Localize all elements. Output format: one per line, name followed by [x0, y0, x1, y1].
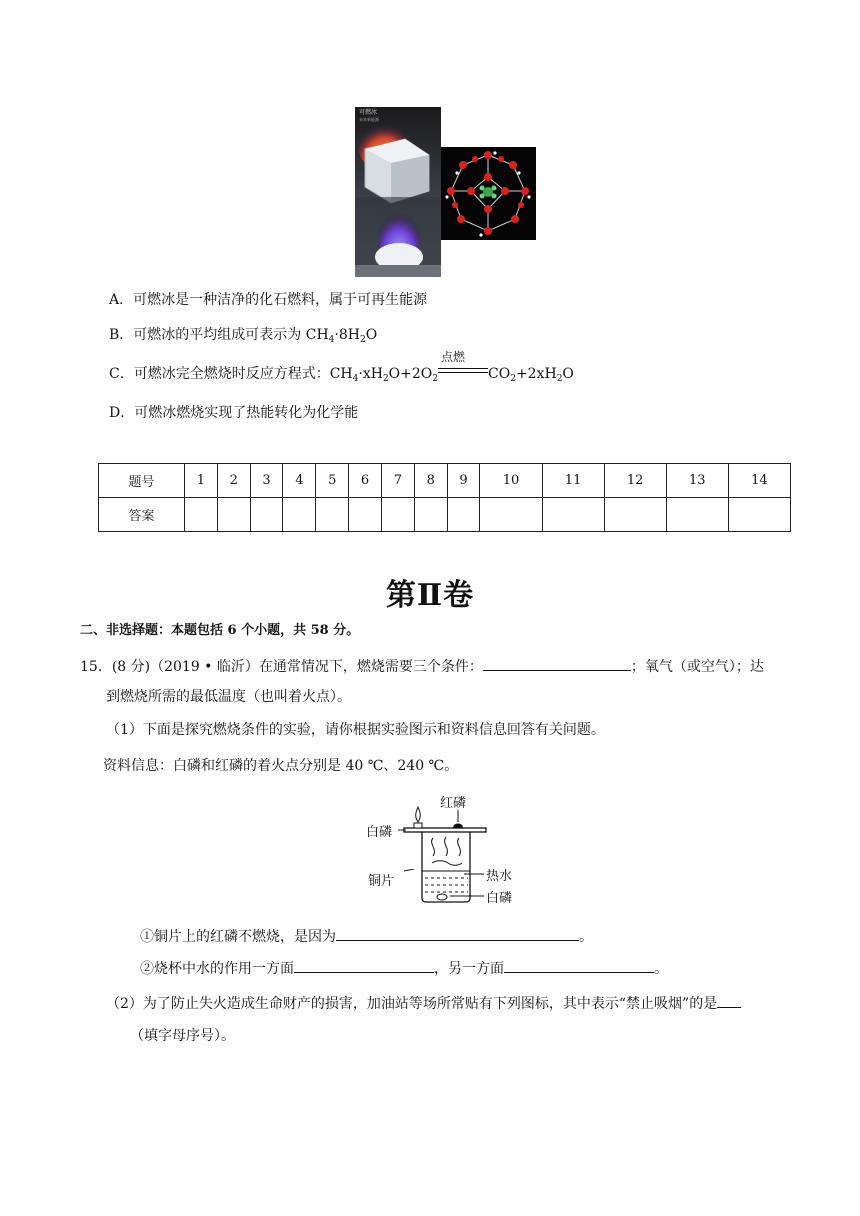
answer-cell[interactable] — [349, 498, 382, 532]
option-c-sub2: 2 — [382, 374, 389, 384]
question-number: 8 — [414, 464, 447, 498]
option-b-end: O — [365, 327, 378, 343]
q15-question2-text: ②烧杯中水的作用一方面 — [140, 961, 294, 977]
option-c-sub1: 4 — [352, 374, 359, 384]
molecular-cage-model — [441, 147, 536, 240]
q15-info: 资料信息：白磷和红磷的着火点分别是 40 ℃、240 ℃。 — [103, 758, 459, 774]
option-b-mid: ·8H — [334, 327, 360, 343]
answer-cell[interactable] — [217, 498, 250, 532]
option-b-sub2: 2 — [359, 335, 366, 345]
question-number: 4 — [283, 464, 316, 498]
question-number: 14 — [728, 464, 790, 498]
label-hot-water: 热水 — [486, 869, 513, 884]
q15-question1 — [140, 926, 593, 947]
option-c-mid2: O+2O — [388, 366, 433, 382]
q15-question1-end: 。 — [579, 929, 593, 945]
svg-text:未来新能源: 未来新能源 — [359, 117, 379, 122]
section-heading: 二、非选择题：本题包括 6 个小题，共 58 分。 — [80, 623, 360, 638]
option-b — [109, 325, 377, 345]
answer-cell[interactable] — [447, 498, 480, 532]
option-b-prefix: B．可燃冰的平均组成可表示为 CH — [109, 327, 329, 343]
answer-cell[interactable] — [666, 498, 728, 532]
question-number: 5 — [316, 464, 349, 498]
reaction-condition: 点燃 — [441, 350, 466, 364]
question-number: 3 — [250, 464, 283, 498]
q15-blank-condition[interactable] — [483, 656, 631, 671]
answer-cell[interactable] — [604, 498, 666, 532]
flame-ice-photo — [355, 107, 441, 277]
question-number: 6 — [349, 464, 382, 498]
answer-cell[interactable] — [381, 498, 414, 532]
q15-question2-end: 。 — [654, 961, 668, 977]
option-c-sub5: 2 — [556, 374, 563, 384]
question-number: 11 — [542, 464, 604, 498]
q15-blank-water-role-2[interactable] — [504, 958, 654, 973]
question-number: 1 — [185, 464, 218, 498]
option-c-prefix: C．可燃冰完全燃烧时反应方程式：CH — [109, 366, 353, 382]
option-d: D．可燃冰燃烧实现了热能转化为化学能 — [109, 405, 359, 421]
q15-blank-water-role-1[interactable] — [294, 958, 434, 973]
combustion-apparatus-figure — [360, 790, 530, 908]
question-number: 2 — [217, 464, 250, 498]
q15-sub2-text: （2）为了防止失火造成生命财产的损害，加油站等场所常贴有下列图标，其中表示“禁止吸烟”的是 — [106, 996, 718, 1012]
section-title: 第Ⅱ卷 — [385, 578, 475, 613]
option-c-sub4: 2 — [510, 374, 516, 384]
option-a: A．可燃冰是一种洁净的化石燃料，属于可再生能源 — [109, 292, 428, 308]
answer-cell[interactable] — [316, 498, 349, 532]
answer-cell[interactable] — [250, 498, 283, 532]
svg-text:可燃冰: 可燃冰 — [359, 109, 378, 116]
answer-table-answer-row — [99, 498, 791, 532]
answer-cell[interactable] — [480, 498, 542, 532]
q15-question1-text: ①铜片上的红磷不燃烧，是因为 — [140, 929, 336, 945]
q15-line1 — [80, 656, 764, 677]
option-c-after1: CO — [488, 366, 511, 382]
q15-sub2-line2: （填字母序号）。 — [130, 1028, 235, 1044]
label-white-phosphorus-bottom: 白磷 — [486, 891, 513, 906]
option-c-after3: O — [562, 366, 574, 382]
row-label-answer: 答案 — [99, 498, 185, 532]
label-white-phosphorus-top: 白磷 — [366, 825, 393, 840]
option-b-sub1: 4 — [328, 335, 335, 345]
q15-line1-text: 15．(8 分)（2019 • 临沂）在通常情况下，燃烧需要三个条件： — [80, 659, 483, 675]
answer-table-number-row — [99, 464, 791, 498]
label-red-phosphorus: 红磷 — [440, 796, 467, 811]
option-c-sub3: 2 — [432, 374, 438, 384]
label-copper-plate: 铜片 — [368, 874, 395, 889]
question-number: 13 — [666, 464, 728, 498]
q15-line2: 到燃烧所需的最低温度（也叫着火点）。 — [106, 689, 351, 705]
question-number: 9 — [447, 464, 480, 498]
q15-sub1: （1）下面是探究燃烧条件的实验，请你根据实验图示和资料信息回答有关问题。 — [106, 722, 605, 738]
question-number: 10 — [480, 464, 542, 498]
answer-cell[interactable] — [185, 498, 218, 532]
option-c — [109, 350, 574, 384]
answer-cell[interactable] — [414, 498, 447, 532]
answer-cell[interactable] — [728, 498, 790, 532]
q15-blank-no-smoking[interactable] — [717, 993, 741, 1008]
answer-table — [98, 463, 791, 532]
answer-cell[interactable] — [283, 498, 316, 532]
q15-line1-text-b: ；氧气（或空气）；达 — [630, 659, 764, 675]
option-c-after2: +2xH — [515, 366, 557, 382]
reaction-equals-sign — [438, 350, 488, 378]
option-c-mid1: ·xH — [358, 366, 383, 382]
q15-question2 — [140, 958, 668, 979]
answer-cell[interactable] — [542, 498, 604, 532]
q15-question2-text-b: ，另一方面 — [434, 961, 504, 977]
question-number: 12 — [604, 464, 666, 498]
q15-blank-reason[interactable] — [336, 926, 579, 941]
question-number: 7 — [381, 464, 414, 498]
row-label-number: 题号 — [99, 464, 185, 498]
q15-sub2 — [106, 993, 741, 1014]
